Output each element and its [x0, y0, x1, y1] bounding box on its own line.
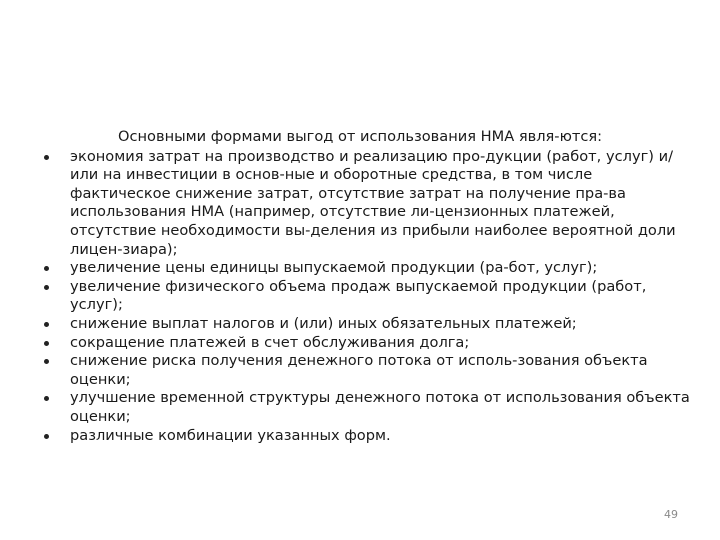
bullet-icon [44, 341, 49, 346]
bullet-icon [44, 285, 49, 290]
list-item-text: увеличение цены единицы выпускаемой продукции (ра-бот, услуг); [70, 259, 598, 277]
list-item [40, 389, 690, 426]
list-item [40, 352, 690, 389]
list-item-text: экономия затрат на производство и реализацию про-дукции (работ, услуг) и/или на инвестиции в основ-ные и оборотные средства, в том числе фактическое снижение затрат, отсутствие затрат на получение пра-ва использования НМА (например, отсутствие ли-цензионных платежей, отсутствие необходимости вы-деления из прибыли наиболее вероятной доли лицен-зиара); [70, 147, 676, 258]
bullet-icon [44, 155, 49, 160]
list-item [40, 148, 690, 260]
list-item [40, 334, 690, 353]
bullet-icon [44, 434, 49, 439]
intro-text: Основными формами выгод от использования НМА явля-ются: [118, 128, 603, 145]
bullet-icon [44, 359, 49, 364]
list-item-text: сокращение платежей в счет обслуживания долга; [70, 333, 470, 351]
bullet-icon [44, 266, 49, 271]
list-item [40, 259, 690, 278]
page-number: 49 [664, 508, 678, 521]
list-item [40, 427, 690, 446]
list-item [40, 278, 690, 315]
list-item-text: увеличение физического объема продаж выпускаемой продукции (работ, услуг); [70, 277, 647, 314]
list-item [40, 315, 690, 334]
list-item-text: снижение риска получения денежного потока от исполь-зования объекта оценки; [70, 352, 648, 388]
benefit-list [40, 148, 690, 446]
bullet-icon [44, 322, 49, 327]
slide-content [40, 128, 690, 445]
list-item-text: снижение выплат налогов и (или) иных обязательных платежей; [70, 314, 577, 332]
list-item-text: улучшение временной структуры денежного потока от использования объекта оценки; [70, 389, 690, 425]
list-item-text: различные комбинации указанных форм. [70, 426, 391, 444]
bullet-icon [44, 396, 49, 401]
